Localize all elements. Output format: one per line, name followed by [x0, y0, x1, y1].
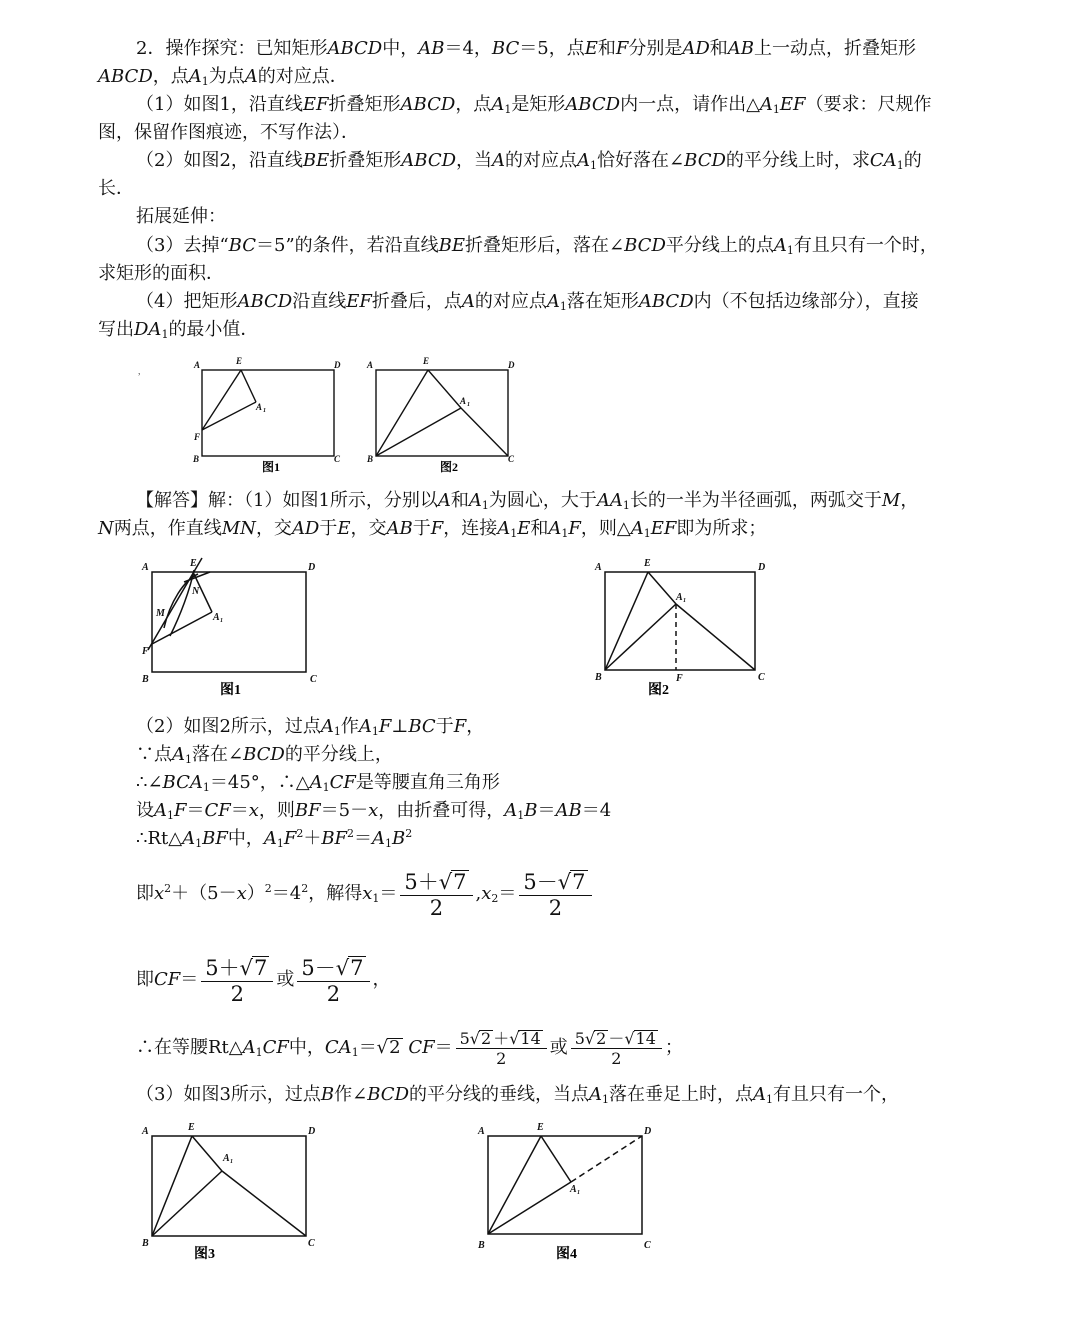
solution-heading: 【解答】 [136, 490, 208, 511]
solution-2-line-5: $\therefore Rt\triangle A_1BF$中，$A_1F^2+BF^2=A_1B^2$ [136, 827, 413, 850]
solution-figure-3 [152, 1136, 306, 1236]
sfig2-label-A1-sub: 1 [683, 598, 686, 604]
sfig2-label-B: B [595, 672, 602, 683]
sfig2-segment-A1B [605, 604, 676, 670]
sfig3-label-B: B [142, 1238, 149, 1249]
sfig1-arc-1 [164, 574, 198, 628]
sfig3-caption: 图3 [194, 1247, 215, 1262]
fig2-segment-EA1 [428, 370, 461, 408]
question-4-line-1: （4）把矩形ABCD沿直线EF折叠后，点A的对应点$A_1$落在矩形ABCD内（不包括边缘部分），直接 [136, 291, 919, 313]
fig2-label-D: D [508, 360, 515, 370]
fraction-cf-2: $\frac{5-√7}{2}$ [297, 955, 369, 1006]
problem-figures [130, 352, 550, 480]
problem-figure-2 [376, 370, 508, 456]
question-3-line-2: 求矩形的面积． [98, 263, 224, 284]
sfig2-label-C: C [758, 672, 765, 683]
sfig3-label-A: A [142, 1126, 149, 1137]
sfig4-label-A1-sub: 1 [577, 1190, 580, 1196]
fig1-segment-A1F [202, 402, 256, 430]
sfig1-label-A1: A [213, 612, 220, 623]
sfig1-caption: 图1 [220, 683, 241, 698]
fig1-label-A: A [194, 360, 201, 370]
fig1-label-A1: A [256, 402, 263, 412]
solution-figure-4 [488, 1136, 642, 1234]
fraction-ca1-2: $\frac{5√2 -√14}{2}$ [571, 1029, 662, 1068]
fig2-label-A1-sub: 1 [467, 402, 470, 408]
solution-2-line-4: 设$A_1F=CF=x$，则BF＝5－x，由折叠可得，$A_1B=AB=4$ [136, 800, 612, 822]
question-3-line-1: （3）去掉“BC＝5”的条件，若沿直线BE折叠矩形后，落在∠BCD平分线上的点$A_1$有且只有一个时， [136, 235, 938, 257]
sfig2-segment-EA1 [648, 572, 676, 604]
fig1-label-C: C [334, 454, 341, 464]
fig1-segment-EA1 [241, 370, 256, 402]
question-1-line-1: （1）如图1，沿直线EF折叠矩形ABCD，点$A_1$是矩形ABCD内一点，请作出$\triangle A_1EF$（要求：尺规作 [136, 94, 932, 116]
fig2-segment-A1B [376, 408, 461, 456]
fig2-label-E: E [423, 356, 430, 366]
fig2-label-A1: A [460, 396, 467, 406]
sfig1-rectangle [152, 572, 306, 672]
fig1-rectangle [202, 370, 334, 456]
sfig1-label-D: D [308, 562, 316, 573]
sfig3-segment-EB [152, 1136, 192, 1236]
fig1-segment-EF [202, 370, 241, 430]
sfig2-segment-A1C [676, 604, 755, 670]
sfig3-segment-A1C [222, 1171, 306, 1236]
sfig1-label-A: A [142, 562, 149, 573]
question-2-line-1: （2）如图2，沿直线BE折叠矩形ABCD，当A的对应点$A_1$恰好落在∠BCD的平分线上时，求$CA_1$的 [136, 150, 922, 172]
question-1-line-2: 图，保留作图痕迹，不写作法）． [98, 122, 359, 143]
sfig4-label-D: D [644, 1126, 652, 1137]
sfig4-label-C: C [644, 1240, 651, 1251]
question-2-line-2: 长． [98, 178, 134, 199]
solution-3-line-1: （3）如图3所示，过点B作∠BCD的平分线的垂线，当点$A_1$落在垂足上时，点$A_1$有且只有一个， [136, 1084, 899, 1106]
sfig1-label-N: N [192, 586, 200, 597]
fig2-label-A: A [367, 360, 374, 370]
fig2-label-B: B [367, 454, 374, 464]
sfig2-segment-EB [605, 572, 648, 670]
sfig2-caption: 图2 [648, 683, 669, 698]
problem-figure-1 [202, 370, 334, 456]
sfig3-label-C: C [308, 1238, 315, 1249]
fraction-x2: $\frac{5-√7}{2}$ [519, 869, 591, 920]
sfig2-label-A: A [595, 562, 602, 573]
sfig4-label-A: A [478, 1126, 485, 1137]
sfig2-label-F: F [676, 673, 683, 684]
sfig4-label-A1: A [570, 1184, 577, 1195]
sfig1-label-F: F [142, 646, 149, 657]
solution-figures-row-2 [120, 1116, 680, 1276]
solution-2-line-1: （2）如图2所示，过点$A_1$作$A_1F\perp BC$于F， [136, 716, 485, 738]
sfig4-caption: 图4 [556, 1247, 577, 1262]
fig1-label-E: E [236, 356, 243, 366]
sfig1-label-A1-sub: 1 [220, 618, 223, 624]
sfig4-segment-EA1 [541, 1136, 571, 1182]
fig2-segment-EB [376, 370, 428, 456]
problem-line-1: 2．操作探究：已知矩形ABCD中，AB＝4，BC＝5，点E和F分别是AD和AB上一动点，折叠矩形 [136, 38, 917, 59]
solution-2-line-3: $\therefore\angle BCA_1=45^\circ$，$\therefore\triangle A_1CF$是等腰直角三角形 [136, 772, 500, 794]
fig1-label-D: D [334, 360, 341, 370]
sfig3-label-A1-sub: 1 [230, 1159, 233, 1165]
sfig4-label-E: E [537, 1122, 544, 1133]
sfig3-segment-A1B [152, 1171, 222, 1236]
fig2-segment-A1C [461, 408, 508, 456]
solution-1-line-2: N两点，作直线MN，交AD于E，交AB于F，连接$A_1E$和$A_1F$，则$\triangle A_1EF$即为所求； [98, 518, 767, 540]
solution-figure-2 [605, 572, 755, 670]
sfig4-label-B: B [478, 1240, 485, 1251]
solution-1-line-1: 【解答】解：（1）如图1所示，分别以A和$A_1$为圆心，大于$AA_1$长的一半为半径画弧，两弧交于M， [136, 490, 919, 512]
sfig2-label-A1: A [676, 592, 683, 603]
solution-figures-row-1 [120, 552, 820, 702]
fraction-x1: $\frac{5+√7}{2}$ [400, 869, 472, 920]
fraction-ca1-1: $\frac{5√2 +√14}{2}$ [456, 1029, 547, 1068]
sfig3-label-A1: A [223, 1153, 230, 1164]
sfig3-rectangle [152, 1136, 306, 1236]
sfig4-segment-A1B [488, 1182, 571, 1234]
fig2-label-C: C [508, 454, 515, 464]
fig1-label-A1-sub: 1 [263, 408, 266, 414]
sfig3-label-E: E [188, 1122, 195, 1133]
extension-label: 拓展延伸： [136, 206, 226, 227]
fig1-label-B: B [193, 454, 200, 464]
fig1-label-F: F [194, 432, 201, 442]
sfig3-segment-EA1 [192, 1136, 222, 1171]
sfig4-segment-EB [488, 1136, 541, 1234]
fig1-caption: 图1 [262, 460, 281, 474]
sfig2-rectangle [605, 572, 755, 670]
svg-text:,: , [138, 366, 141, 377]
solution-2-equation-3: ∴在等腰$Rt\triangle A_1CF$中，$CA_1=√2$ CF＝ $\frac{5√2 +√14}{2}$ 或 $\frac{5√2 -√14}{2}$ ； [136, 1028, 683, 1068]
sfig1-label-C: C [310, 674, 317, 685]
sfig4-dashed-A1D [571, 1136, 642, 1182]
fraction-cf-1: $\frac{5+√7}{2}$ [201, 955, 273, 1006]
question-4-line-2: 写出$DA_1$的最小值． [98, 319, 259, 341]
solution-2-line-2: ∵点$A_1$落在∠BCD的平分线上， [136, 744, 393, 766]
solution-2-equation-2: 即CF＝ $\frac{5+√7}{2}$ 或 $\frac{5-√7}{2}$ ， [136, 955, 391, 1006]
problem-line-2: ABCD，点$A_1$为点A的对应点． [98, 66, 348, 88]
sfig1-label-B: B [142, 674, 149, 685]
fig2-caption: 图2 [440, 460, 459, 474]
sfig1-label-E: E [190, 558, 197, 569]
sfig3-label-D: D [308, 1126, 316, 1137]
solution-figure-1 [148, 558, 306, 672]
sfig1-label-M: M [156, 608, 165, 619]
sfig2-label-E: E [644, 558, 651, 569]
fig2-rectangle [376, 370, 508, 456]
sfig2-label-D: D [758, 562, 766, 573]
solution-2-equation-1: 即$x^2+(5-x)^2=4^2$，解得$x_1=$ $\frac{5+√7}{2}$ $,x_2=$ $\frac{5-√7}{2}$ [136, 866, 595, 922]
